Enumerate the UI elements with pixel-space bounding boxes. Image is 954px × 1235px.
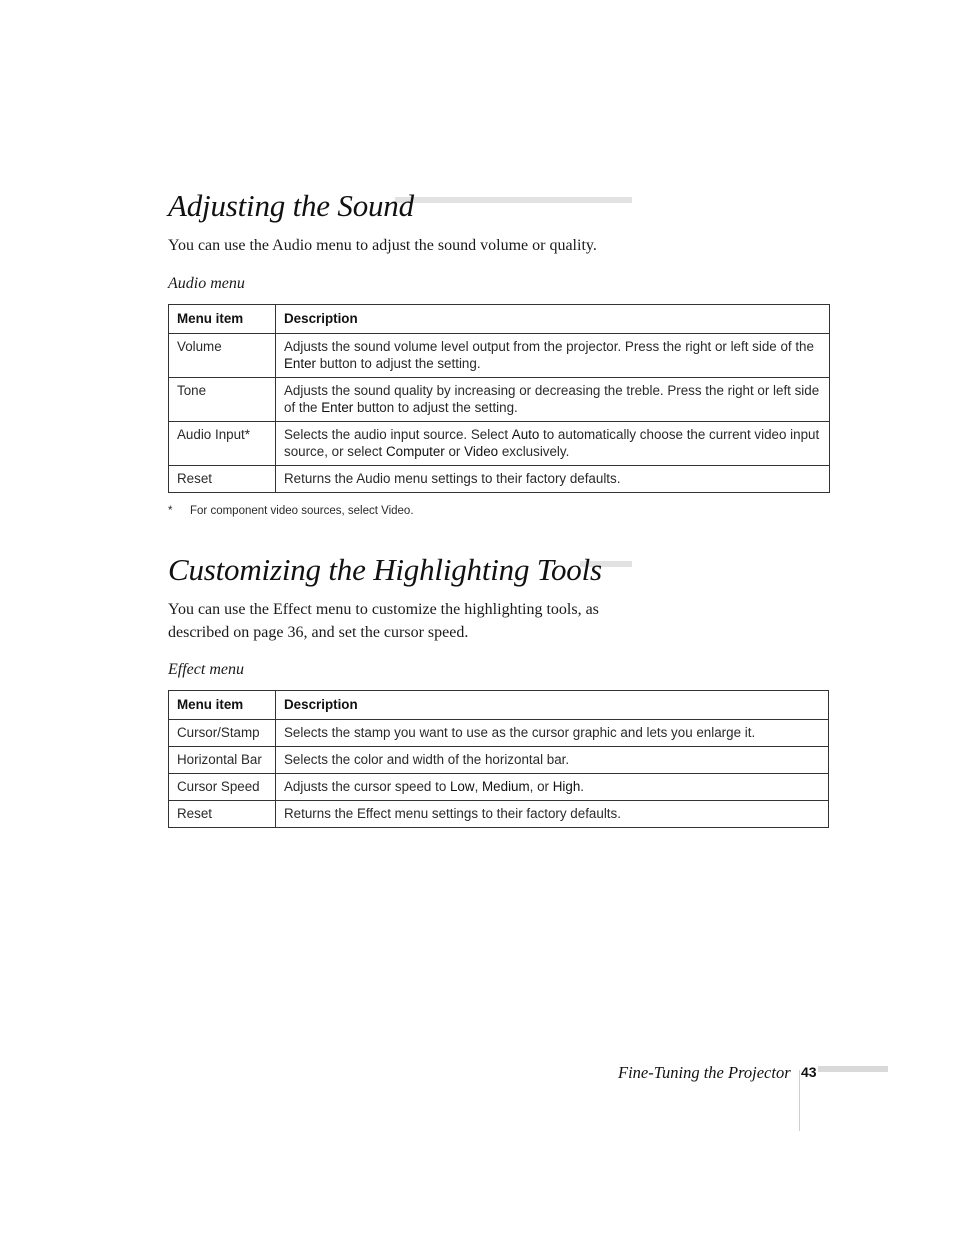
description-text: Selects the audio input source. Select: [284, 427, 512, 442]
description-text: button to adjust the setting.: [353, 400, 518, 415]
description-text: exclusively.: [498, 444, 570, 459]
table-row: [169, 801, 829, 828]
footnote-mark: *: [168, 505, 173, 517]
table-row: [169, 466, 830, 493]
table-header-row: [169, 691, 829, 720]
menu-item-cell: Tone: [169, 378, 276, 422]
running-footer-title: Fine-Tuning the Projector: [618, 1063, 791, 1082]
menu-keyword: Enter: [321, 400, 354, 415]
menu-keyword: Medium: [482, 779, 530, 794]
footnote-text: For component video sources, select Video.: [190, 505, 414, 517]
description-text: or: [444, 444, 465, 459]
table-header-row: [169, 305, 830, 334]
description-cell: [276, 334, 830, 378]
menu-keyword: Video: [464, 444, 499, 459]
description-cell: [276, 422, 830, 466]
description-cell: [276, 466, 830, 493]
table-row: [169, 747, 829, 774]
description-text: Returns the Effect menu settings to their factory defaults.: [284, 806, 621, 821]
menu-item-cell: Volume: [169, 334, 276, 378]
description-text: ,: [474, 779, 483, 794]
section-intro-effect-line2: described on page 36, and set the cursor speed.: [168, 624, 469, 641]
description-text: Adjusts the sound volume level output from the projector. Press the right or left side of the: [284, 339, 814, 354]
footnote: [168, 504, 414, 518]
description-cell: [276, 747, 829, 774]
menu-item-cell: Cursor Speed: [169, 774, 276, 801]
table-row: [169, 422, 830, 466]
description-text: Adjusts the sound quality by increasing or decreasing the treble. Press the right or left side of the: [284, 383, 820, 415]
table-row: [169, 378, 830, 422]
section-title-effect: Customizing the Highlighting Tools: [168, 552, 602, 587]
table-caption-audio: Audio menu: [168, 275, 245, 292]
menu-keyword: Low: [449, 779, 475, 794]
description-text: Selects the color and width of the horizontal bar.: [284, 752, 570, 767]
description-cell: [276, 774, 829, 801]
description-text: Selects the stamp you want to use as the cursor graphic and lets you enlarge it.: [284, 725, 756, 740]
header-menu-item: Menu item: [169, 691, 276, 720]
table-row: [169, 720, 829, 747]
section-intro-audio: You can use the Audio menu to adjust the sound volume or quality.: [168, 237, 597, 254]
description-cell: [276, 801, 829, 828]
menu-keyword: High: [552, 779, 581, 794]
section-title-audio: Adjusting the Sound: [168, 188, 414, 223]
table-row: [169, 774, 829, 801]
footer-vertical-rule: [799, 1070, 800, 1131]
description-text: button to adjust the setting.: [316, 356, 481, 371]
audio-menu-table: [168, 304, 830, 493]
page-number: 43: [801, 1064, 817, 1080]
menu-item-cell: Reset: [169, 466, 276, 493]
section-intro-effect-line1: You can use the Effect menu to customize the highlighting tools, as: [168, 601, 599, 618]
description-cell: [276, 378, 830, 422]
table-caption-effect: Effect menu: [168, 661, 244, 678]
header-description: Description: [276, 691, 829, 720]
description-cell: [276, 720, 829, 747]
menu-keyword: Auto: [511, 427, 540, 442]
description-text: .: [580, 779, 585, 794]
heading-accent-bar: [395, 197, 632, 203]
menu-item-cell: Reset: [169, 801, 276, 828]
description-text: to automatically choose the current video input source, or select: [284, 427, 820, 459]
menu-item-cell: Audio Input*: [169, 422, 276, 466]
menu-item-cell: Horizontal Bar: [169, 747, 276, 774]
header-menu-item: Menu item: [169, 305, 276, 334]
effect-menu-table: [168, 690, 829, 828]
menu-item-cell: Cursor/Stamp: [169, 720, 276, 747]
menu-keyword: Computer: [385, 444, 445, 459]
menu-keyword: Enter: [284, 356, 317, 371]
description-text: Adjusts the cursor speed to: [284, 779, 450, 794]
description-text: , or: [529, 779, 553, 794]
table-row: [169, 334, 830, 378]
footer-accent-bar: [818, 1066, 888, 1072]
header-description: Description: [276, 305, 830, 334]
description-text: Returns the Audio menu settings to their factory defaults.: [284, 471, 621, 486]
